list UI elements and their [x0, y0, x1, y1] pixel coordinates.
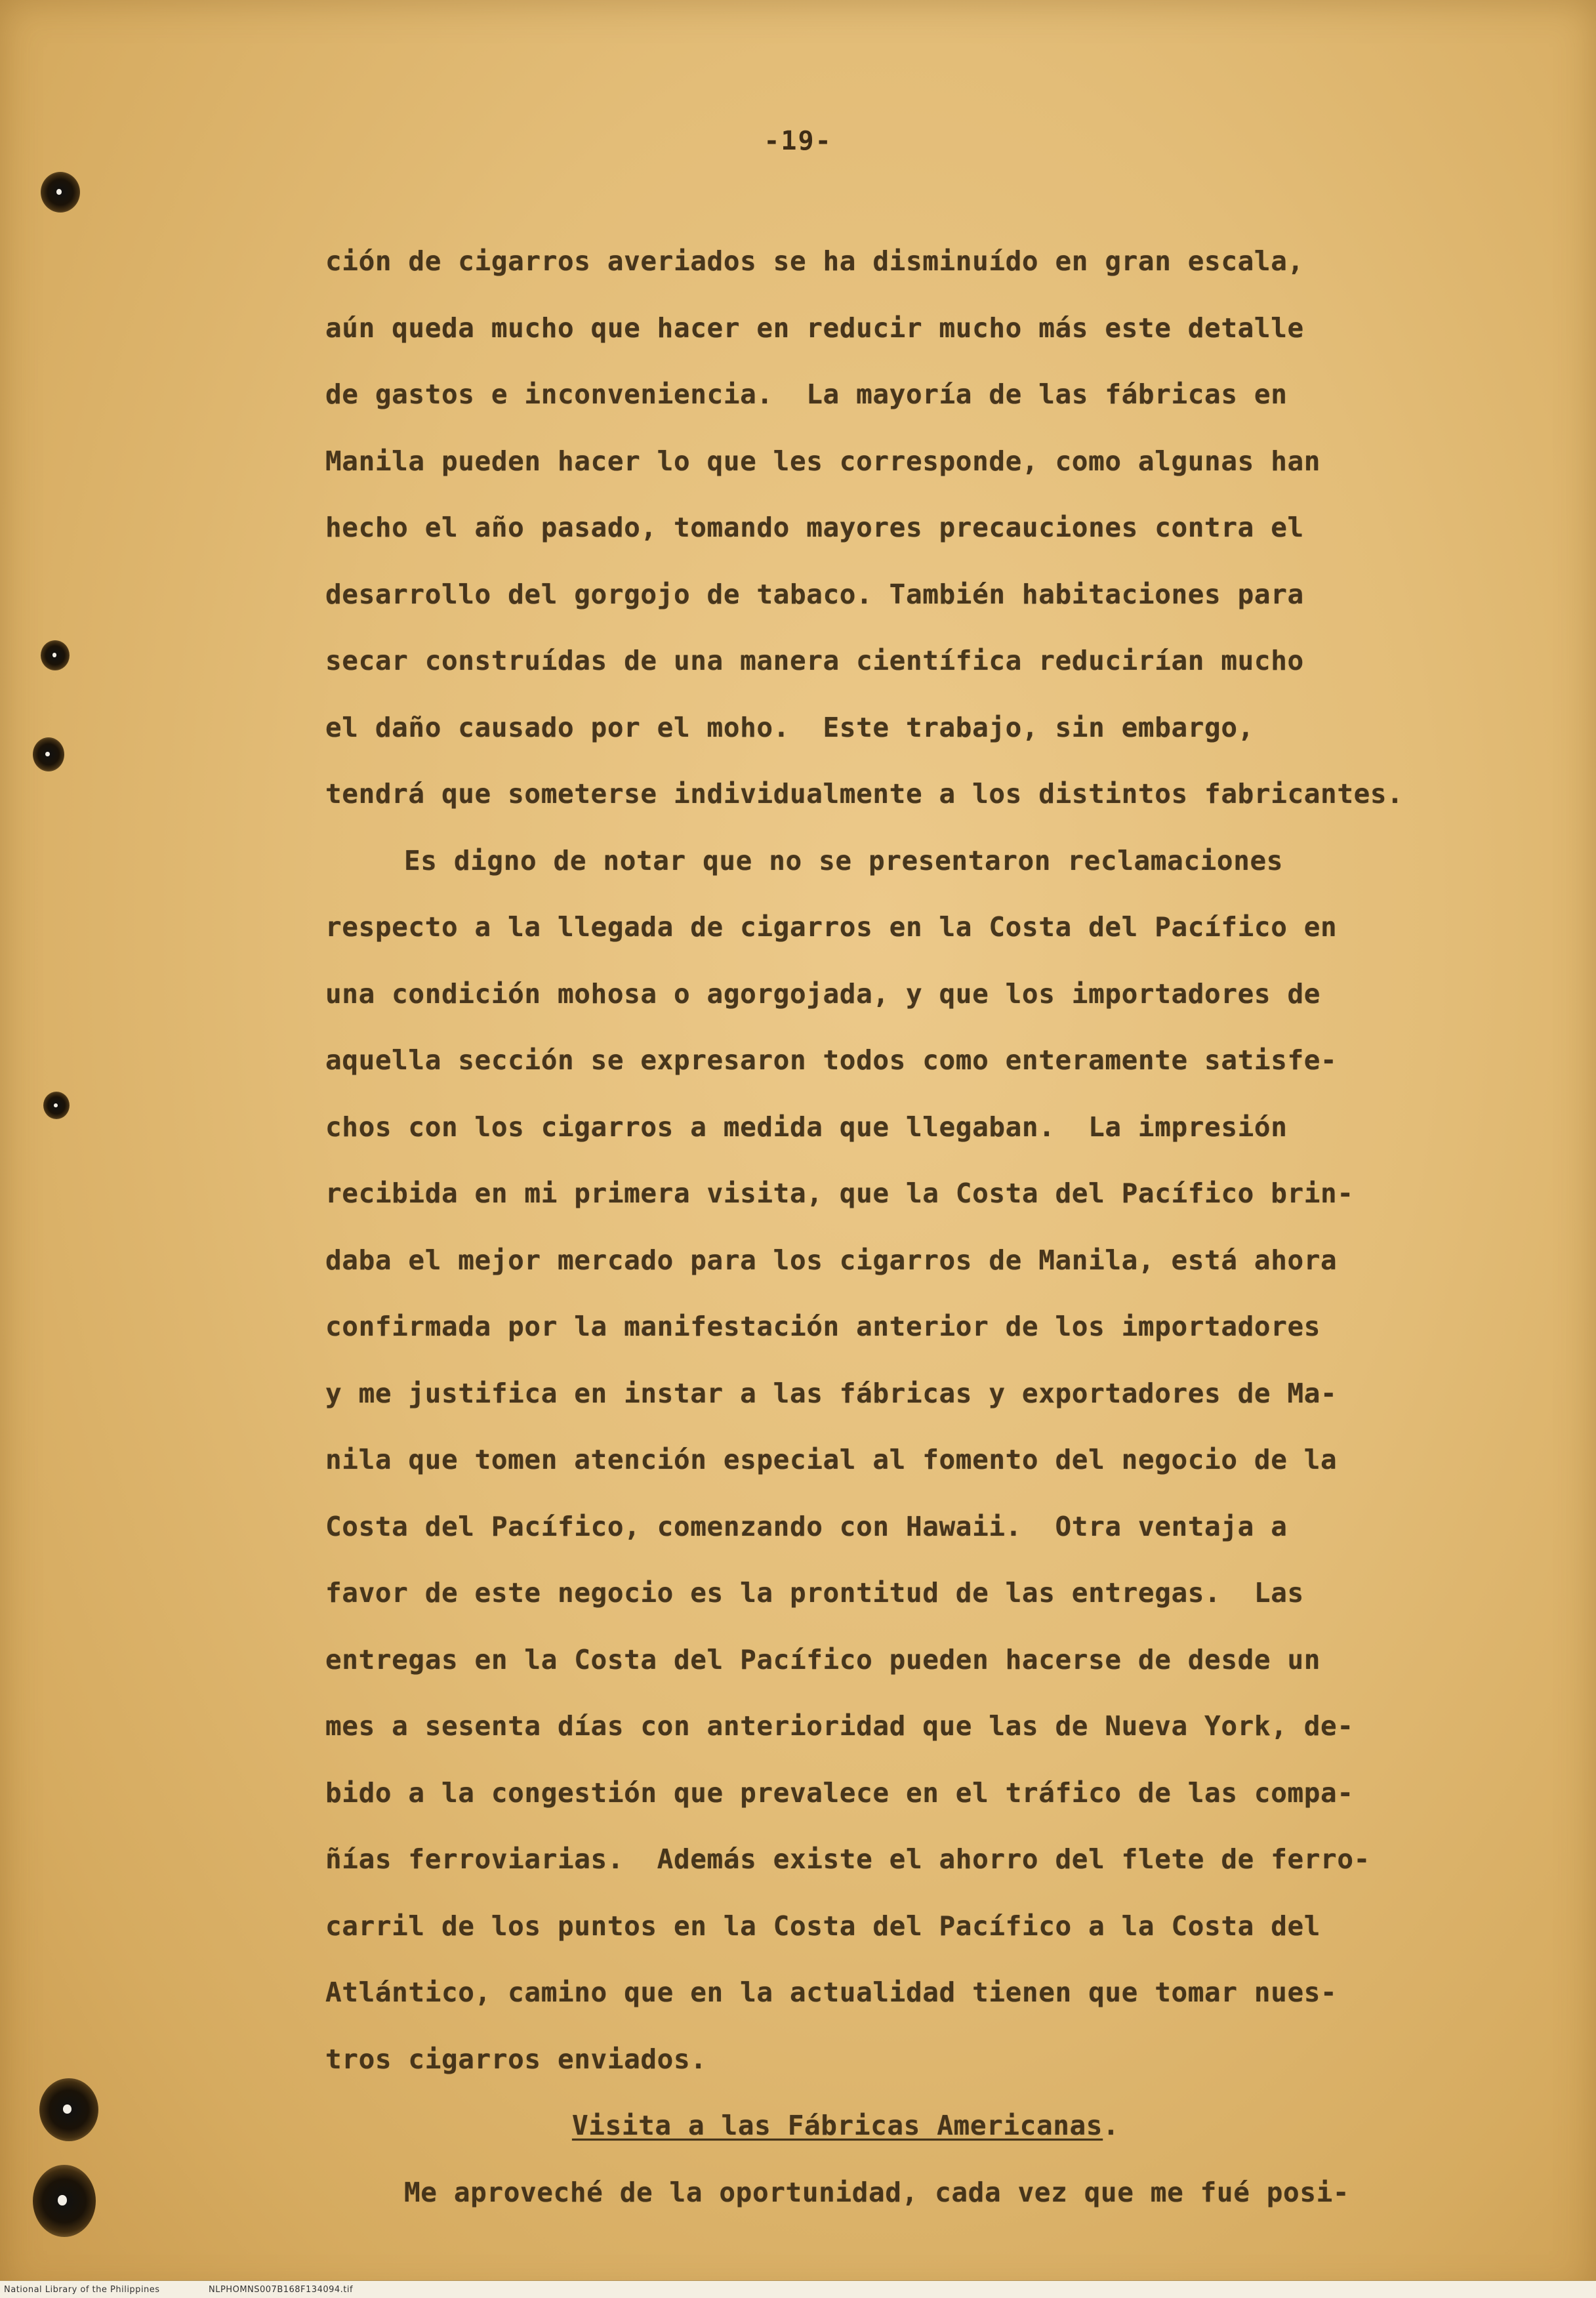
text-line: recibida en mi primera visita, que la Costa del Pacífico brin-: [325, 1178, 1354, 1209]
text-line: una condición mohosa o agorgojada, y que los importadores de: [325, 977, 1321, 1010]
text-line: aún queda mucho que hacer en reducir mucho más este detalle: [325, 312, 1304, 344]
text-line: respecto a la llegada de cigarros en la Costa del Pacífico en: [325, 911, 1338, 943]
text-line: nila que tomen atención especial al fomento del negocio de la: [325, 1444, 1338, 1475]
text-line: carril de los puntos en la Costa del Pacífico a la Costa del: [325, 1910, 1321, 1942]
punch-hole: [43, 1092, 70, 1119]
text-line: daba el mejor mercado para los cigarros de Manila, está ahora: [325, 1244, 1338, 1276]
punch-hole: [39, 2078, 98, 2141]
footer-library-name: National Library of the Philippines: [4, 2284, 160, 2295]
punch-hole: [41, 172, 80, 213]
scan-footer: [0, 2280, 1596, 2298]
text-line: Costa del Pacífico, comenzando con Hawaii. Otra ventaja a: [325, 1510, 1288, 1542]
page-number: -19-: [764, 126, 832, 156]
text-line: ción de cigarros averiados se ha disminuído en gran escala,: [325, 245, 1304, 277]
text-line: Atlántico, camino que en la actualidad tienen que tomar nues-: [325, 1977, 1338, 2008]
text-line: hecho el año pasado, tomando mayores precauciones contra el: [325, 512, 1304, 543]
text-line: bido a la congestión que prevalece en el tráfico de las compa-: [325, 1776, 1354, 1809]
text-line: tendrá que someterse individualmente a los distintos fabricantes.: [325, 778, 1404, 810]
text-line: aquella sección se expresaron todos como enteramente satisfe-: [325, 1044, 1338, 1076]
section-heading-period: .: [1103, 2110, 1120, 2141]
section-heading-text: Visita a las Fábricas Americanas: [572, 2110, 1103, 2141]
text-line: mes a sesenta días con anterioridad que las de Nueva York, de-: [325, 1710, 1354, 1742]
footer-filename: NLPHOMNS007B168F134094.tif: [209, 2284, 354, 2295]
text-line: chos con los cigarros a medida que llegaban. La impresión: [325, 1111, 1288, 1143]
punch-hole: [33, 2165, 96, 2237]
text-line: el daño causado por el moho. Este trabajo, sin embargo,: [325, 711, 1254, 743]
punch-hole: [41, 640, 70, 670]
text-line: desarrollo del gorgojo de tabaco. También habitaciones para: [325, 578, 1304, 610]
text-line: secar construídas de una manera científica reducirían mucho: [325, 645, 1304, 676]
text-line: Me aproveché de la oportunidad, cada vez que me fué posi-: [404, 2176, 1350, 2208]
section-heading: [325, 2093, 1434, 2160]
text-line: de gastos e inconveniencia. La mayoría de las fábricas en: [325, 379, 1288, 410]
body-text: [325, 228, 1434, 2226]
text-line: confirmada por la manifestación anterior de los importadores: [325, 1311, 1321, 1342]
text-line: y me justifica en instar a las fábricas y exportadores de Ma-: [325, 1377, 1338, 1409]
punch-hole: [33, 737, 64, 771]
text-line: tros cigarros enviados.: [325, 2043, 707, 2075]
text-line: Manila pueden hacer lo que les corresponde, como algunas han: [325, 445, 1321, 477]
text-line: entregas en la Costa del Pacífico pueden hacerse de desde un: [325, 1643, 1321, 1675]
text-line: favor de este negocio es la prontitud de las entregas. Las: [325, 1577, 1304, 1609]
text-line: ñías ferroviarias. Además existe el ahorro del flete de ferro-: [325, 1843, 1370, 1875]
text-line: Es digno de notar que no se presentaron reclamaciones: [404, 844, 1284, 876]
